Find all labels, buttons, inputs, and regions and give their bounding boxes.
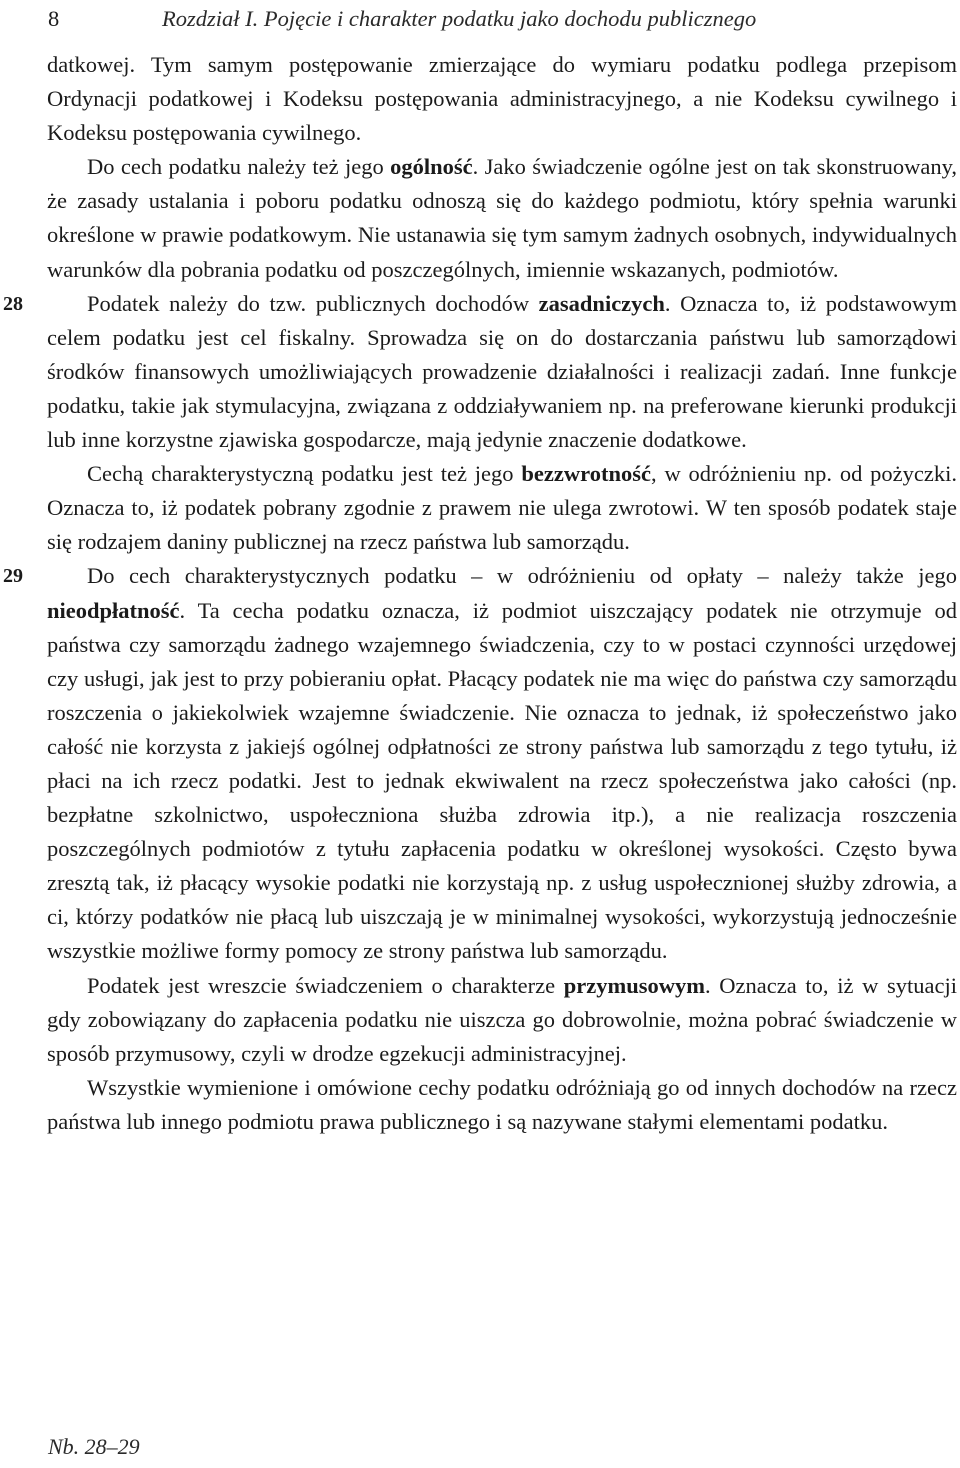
paragraph xyxy=(47,48,957,150)
paragraph-text: . Oznacza to, iż podstawowym celem podatku jest cel fiskalny. Sprowadza się on do dostarczania państwu lub samorządowi środków finansowych umożliwiających prowadzenie działalności i realizacji zadań. Inne funkcje podatku, takie jak stymulacyjna, związana z oddziaływaniem np. na preferowane kierunki produkcji lub inne korzystne zjawiska gospodarcze, mają jedynie znaczenie dodatkowe. xyxy=(47,290,957,453)
margin-number-reference: Nb. 28–29 xyxy=(48,1434,140,1459)
paragraph-text: Cechą charakterystyczną podatku jest też jego xyxy=(87,461,522,487)
page-header xyxy=(0,2,960,36)
paragraph xyxy=(3,559,957,968)
paragraph-text: . Oznacza to, iż w sytuacji gdy zobowiązany do zapłacenia podatku nie uiszcza go dobrowolnie, można pobrać świadczenie w sposób przymusowy, czyli w drodze egzekucji administracyjnej. xyxy=(47,972,957,1066)
margin-number: 29 xyxy=(3,565,23,588)
paragraph-text: Podatek jest wreszcie świadczeniem o charakterze xyxy=(87,972,564,998)
paragraph-text: , w odróżnieniu np. od pożyczki. Oznacza to, iż podatek pobrany zgodnie z prawem nie ulega zwrotowi. W ten sposób podatek staje się rodzajem daniny publicznej na rzecz państwa lub samorządu. xyxy=(47,461,958,555)
paragraph-text: Wszystkie wymienione i omówione cechy podatku odróżniają go od innych dochodów na rzecz państwa lub innego podmiotu prawa publicznego i są nazywane stałymi elementami podatku. xyxy=(47,1074,957,1134)
paragraph xyxy=(47,969,957,1071)
body-text xyxy=(3,48,958,1139)
paragraph xyxy=(47,457,957,559)
paragraph xyxy=(47,1071,957,1139)
page-number: 8 xyxy=(48,6,60,31)
bold-term: ogólność xyxy=(390,154,473,180)
paragraph-text: . Ta cecha podatku oznacza, iż podmiot uiszczający podatek nie otrzymuje od państwa czy samorządu żadnego wzajemnego świadczenia, czy to w postaci czynności urzędowej czy usługi, jak jest to przy pobieraniu opłat. Płacący podatek nie ma więc do państwa czy samorządu roszczenia o jakiekolwiek wzajemne świadczenie. Nie oznacza to jednak, iż społeczeństwo jako całość nie korzysta z jakiejś ogólnej odpłatności ze strony państwa lub samorządu z tego tytułu, iż płaci na ich rzecz podatki. Jest to jednak ekwiwalent na rzecz społeczeństwa jako całości (np. bezpłatne szkolnictwo, uspołeczniona służba zdrowia itp.), a nie realizacja roszczenia poszczególnych podmiotów z tytułu zapłacenia podatku w określonej wysokości. Często bywa zresztą tak, iż płacący wysokie podatki nie korzystają np. z usług uspołecznionej służby zdrowia, a ci, którzy podatków nie płacą lub uiszczają je w minimalnej wysokości, wykorzystują jednocześnie wszystkie możliwe formy pomocy ze strony państwa lub samorządu. xyxy=(47,597,957,964)
paragraph xyxy=(47,150,957,286)
bold-term: nieodpłatność xyxy=(47,597,180,623)
margin-number: 28 xyxy=(3,292,23,315)
bold-term: przymusowym xyxy=(563,972,706,998)
running-title: Rozdział I. Pojęcie i charakter podatku jako dochodu publicznego xyxy=(162,6,757,31)
bold-term: bezzwrotność xyxy=(521,461,651,487)
bold-term: zasadniczych xyxy=(538,290,665,316)
paragraph-text: Podatek należy do tzw. publicznych dochodów xyxy=(87,290,539,316)
paragraph-text: Do cech charakterystycznych podatku – w odróżnieniu od opłaty – należy także jego xyxy=(87,563,957,589)
paragraph-text: . Jako świadczenie ogólne jest on tak skonstruowany, że zasady ustalania i poboru podatku odnoszą się do każdego podmiotu, który spełnia warunki określone w prawie podatkowym. Nie ustanawia się tym samym żadnych osobnych, indywidualnych warunków dla pobrania podatku od poszczególnych, imiennie wskazanych, podmiotów. xyxy=(47,154,958,282)
paragraph-text: datkowej. Tym samym postępowanie zmierzające do wymiaru podatku podlega przepisom Ordynacji podatkowej i Kodeksu postępowania administracyjnego, a nie Kodeksu cywilnego i Kodeksu postępowania cywilnego. xyxy=(47,52,957,146)
paragraph-text: Do cech podatku należy też jego xyxy=(87,154,391,180)
paragraph xyxy=(3,287,957,457)
